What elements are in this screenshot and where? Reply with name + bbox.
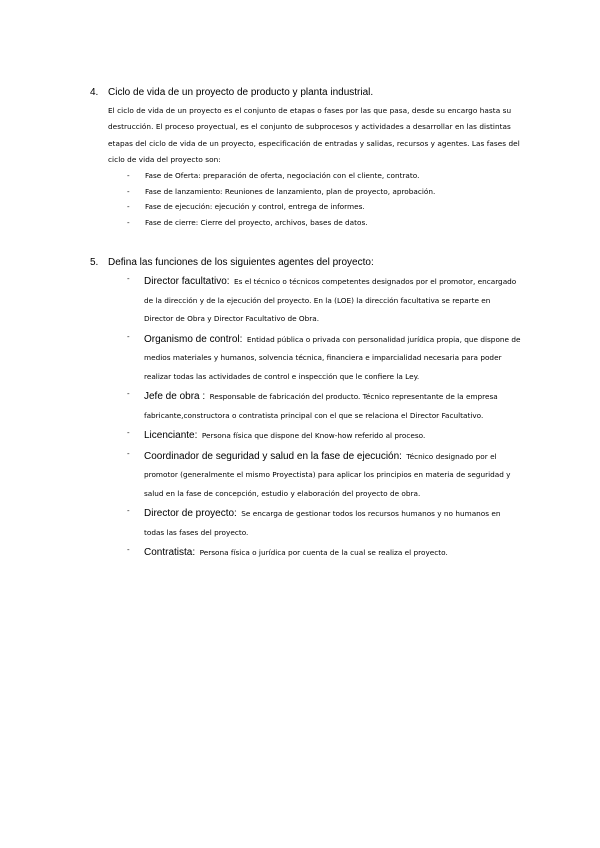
agent-description: Es el técnico o técnicos competentes designados por el promotor, encargado de la dirección y de la ejecución del proyecto. En la (LOE) la dirección facultativa se reparte en Director de Obra y Director Facultativo de Obra. bbox=[144, 277, 517, 323]
agent-term: Director facultativo: bbox=[144, 276, 230, 287]
list-item bbox=[90, 446, 522, 502]
dash-bullet: - bbox=[127, 545, 130, 554]
section-title: Defina las funciones de los siguientes agentes del proyecto: bbox=[108, 257, 374, 268]
phase-list bbox=[90, 168, 522, 230]
dash-bullet: - bbox=[127, 274, 130, 283]
dash-bullet: - bbox=[127, 171, 130, 181]
list-item bbox=[90, 386, 522, 423]
agent-description: Técnico designado por el promotor (generalmente el mismo Proyectista) para aplicar los principios en materia de seguridad y salud en la fase de concepción, estudio y elaboración del proyecto de obra. bbox=[144, 451, 511, 498]
section-lifecycle bbox=[90, 86, 522, 230]
agent-term: Coordinador de seguridad y salud en la fase de ejecución: bbox=[144, 450, 402, 462]
agent-description: Responsable de fabricación del producto. Técnico representante de la empresa fabricante,constructora o contratista principal con el que se relaciona el Director Facultativo. bbox=[144, 392, 498, 420]
agent-term: Contratista: bbox=[144, 547, 196, 558]
dash-bullet: - bbox=[127, 506, 130, 515]
section-heading bbox=[90, 86, 522, 99]
list-item bbox=[90, 503, 522, 540]
dash-bullet: - bbox=[127, 202, 130, 212]
section-number: 5. bbox=[90, 257, 99, 268]
section-agents bbox=[90, 256, 522, 563]
list-item-text: Fase de Oferta: preparación de oferta, negociación con el cliente, contrato. bbox=[145, 171, 420, 181]
list-item bbox=[90, 425, 522, 444]
section-paragraph: El ciclo de vida de un proyecto es el conjunto de etapas o fases por las que pasa, desde su encargo hasta su destrucción. El proceso proyectual, es el conjunto de subprocesos y actividades a desarrollar en las distintas etapas del ciclo de vida de un proyecto, especificación de entradas y salidas, recursos y agentes. Las fases del ciclo de vida del proyecto son: bbox=[108, 106, 520, 164]
list-item bbox=[90, 199, 522, 215]
agent-description: Se encarga de gestionar todos los recursos humanos y no humanos en todas las fases del proyecto. bbox=[144, 509, 501, 537]
agent-description: Persona física o jurídica por cuenta de la cual se realiza el proyecto. bbox=[199, 548, 448, 557]
section-number: 4. bbox=[90, 87, 99, 98]
list-item-text: Fase de lanzamiento: Reuniones de lanzamiento, plan de proyecto, aprobación. bbox=[145, 186, 436, 196]
dash-bullet: - bbox=[127, 186, 130, 196]
list-item-text: Fase de cierre: Cierre del proyecto, archivos, bases de datos. bbox=[145, 217, 368, 227]
agent-term: Director de proyecto: bbox=[144, 508, 237, 519]
list-item bbox=[90, 271, 522, 327]
list-item bbox=[90, 168, 522, 184]
dash-bullet: - bbox=[127, 217, 130, 227]
dash-bullet: - bbox=[127, 389, 130, 398]
agent-term: Licenciante: bbox=[144, 430, 198, 441]
agent-description: Entidad pública o privada con personalidad jurídica propia, que dispone de medios materiales y humanos, solvencia técnica, financiera e imparcialidad necesaria para poder realizar todas las actividades de control e inspección que le confiere la Ley. bbox=[144, 334, 521, 381]
list-item bbox=[90, 184, 522, 200]
section-title: Ciclo de vida de un proyecto de producto y planta industrial. bbox=[108, 87, 374, 98]
list-item bbox=[90, 215, 522, 231]
dash-bullet: - bbox=[127, 448, 130, 458]
agent-description: Persona física que dispone del Know-how referido al proceso. bbox=[201, 431, 426, 440]
agent-list bbox=[90, 271, 522, 561]
list-item bbox=[90, 329, 522, 385]
agent-term: Jefe de obra : bbox=[144, 391, 206, 402]
section-heading bbox=[90, 256, 522, 269]
list-item bbox=[90, 542, 522, 561]
dash-bullet: - bbox=[127, 331, 130, 341]
dash-bullet: - bbox=[127, 428, 130, 437]
list-item-text: Fase de ejecución: ejecución y control, entrega de informes. bbox=[145, 202, 365, 212]
agent-term: Organismo de control: bbox=[144, 333, 243, 345]
